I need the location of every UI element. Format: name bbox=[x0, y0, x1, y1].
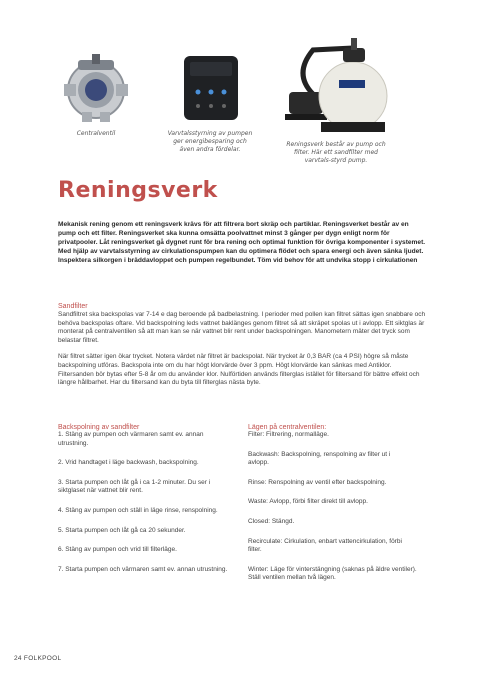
backspolning-step: 5. Starta pumpen och låt gå ca 20 sekunder. bbox=[58, 526, 186, 534]
page-title: Reningsverk bbox=[58, 178, 218, 203]
lagen-item: Rinse: Renspolning av ventil efter backspolning. bbox=[248, 478, 387, 486]
pump-controller-image bbox=[178, 52, 244, 124]
backspolning-step: 6. Stäng av pumpen och vrid till filterläge. bbox=[58, 546, 177, 554]
backspolning-step: 3. Starta pumpen och låt gå i ca 1-2 minuter. Du ser i siktglaset när vattnet blir rent. bbox=[58, 478, 211, 495]
sand-filter-pump-image bbox=[283, 34, 393, 138]
lagen-item: Filter: Filtrering, normalläge. bbox=[248, 431, 329, 438]
lagen-title: Lägen på centralventilen: bbox=[248, 424, 327, 431]
intro-paragraph: Mekanisk rening genom ett reningsverk krävs för att filtrera bort skräp och partiklar. Reningsverket består av en pump och ett filter. Reningsverket ska kunna omsätta poolvattnet minst 3 gånger per dygn enligt norm för privatpooler. Låt reningsverket gå dygnet runt för bra rening och optimal funktion för övriga komponenter i systemet. Med hjälp av varvtalsstyrning av cirkulationspumpen kan du optimera flödet och spara energi och även sänka ljudet. Inspektera silkorgen i bräddavloppet och pumpen regelbundet. Töm vid behov för att undvika stopp i cirkulationen bbox=[58, 221, 426, 265]
sand-filter-caption: Reningsverk består av pump och filter. Här ett sandfilter med varvtals-styrd pump. bbox=[286, 141, 386, 164]
backspolning-step: 2. Vrid handtaget i läge backwash, backspolning. bbox=[58, 459, 199, 467]
lagen-section bbox=[248, 424, 426, 583]
page-footer: 24 FOLKPOOL bbox=[14, 655, 62, 662]
lagen-item: Closed: Stängd. bbox=[248, 517, 295, 525]
backspolning-title: Backspolning av sandfilter bbox=[58, 424, 140, 431]
backspolning-step: 4. Stäng av pumpen och ställ in läge rinse, renspolning. bbox=[58, 506, 218, 514]
central-valve-caption: Centralventil bbox=[76, 130, 116, 137]
sandfilter-paragraph-2: När filtret sätter igen ökar trycket. Notera värdet när filtret är backspolat. När trycket är 0,3 BAR (ca 4 PSI) högre så måste backspolning utföras. Backspola inte om du har högt klorvärde över 3 ppm. Högt klorvärde kan sänkas med Antiklor. Filtersanden bör bytas efter 5-8 år om du använder klor. Nulförtiden används filterglas istället för filtersand för bättre effekt och längre hållbarhet. Har du filtersand kan du byta till filterglas nästa byte. bbox=[58, 353, 420, 387]
backspolning-step: 7. Starta pumpen och värmaren samt ev. annan utrustning. bbox=[58, 565, 228, 573]
lagen-item: Winter: Läge för vinterstängning (saknas på äldre ventiler). Ställ ventilen mellan två lägen. bbox=[248, 565, 417, 582]
lagen-item: Waste: Avlopp, förbi filter direkt till avlopp. bbox=[248, 498, 368, 506]
sandfilter-section bbox=[58, 303, 426, 388]
central-valve-image bbox=[58, 50, 134, 126]
lagen-item: Recirculate: Cirkulation, enbart vattencirkulation, förbi filter. bbox=[248, 537, 402, 554]
pump-controller-caption: Varvtalsstyrning av pumpen ger energibesparing och även andra fördelar. bbox=[167, 130, 253, 153]
sandfilter-title: Sandfilter bbox=[58, 303, 88, 310]
lagen-item: Backwash: Backspolning, renspolning av filter ut i avlopp. bbox=[248, 450, 391, 467]
sandfilter-paragraph-1: Sandfiltret ska backspolas var 7-14 e dag beroende på badbelastning. I perioder med pollen kan filtret sättas igen snabbare och behöva backspolas oftare. Vid backspolning leds vattnet baklänges genom filtret så att skräpet spolas ut i avlopp. Ett siktglas är monterat på centralventilen så att man kan se när vattnet blir rent under backspolningen. Manometern mäter det tryck som belastar filtret. bbox=[58, 311, 426, 344]
backspolning-step: 1. Stäng av pumpen och värmaren samt ev. annan utrustning. bbox=[58, 431, 204, 447]
backspolning-section bbox=[58, 424, 230, 574]
